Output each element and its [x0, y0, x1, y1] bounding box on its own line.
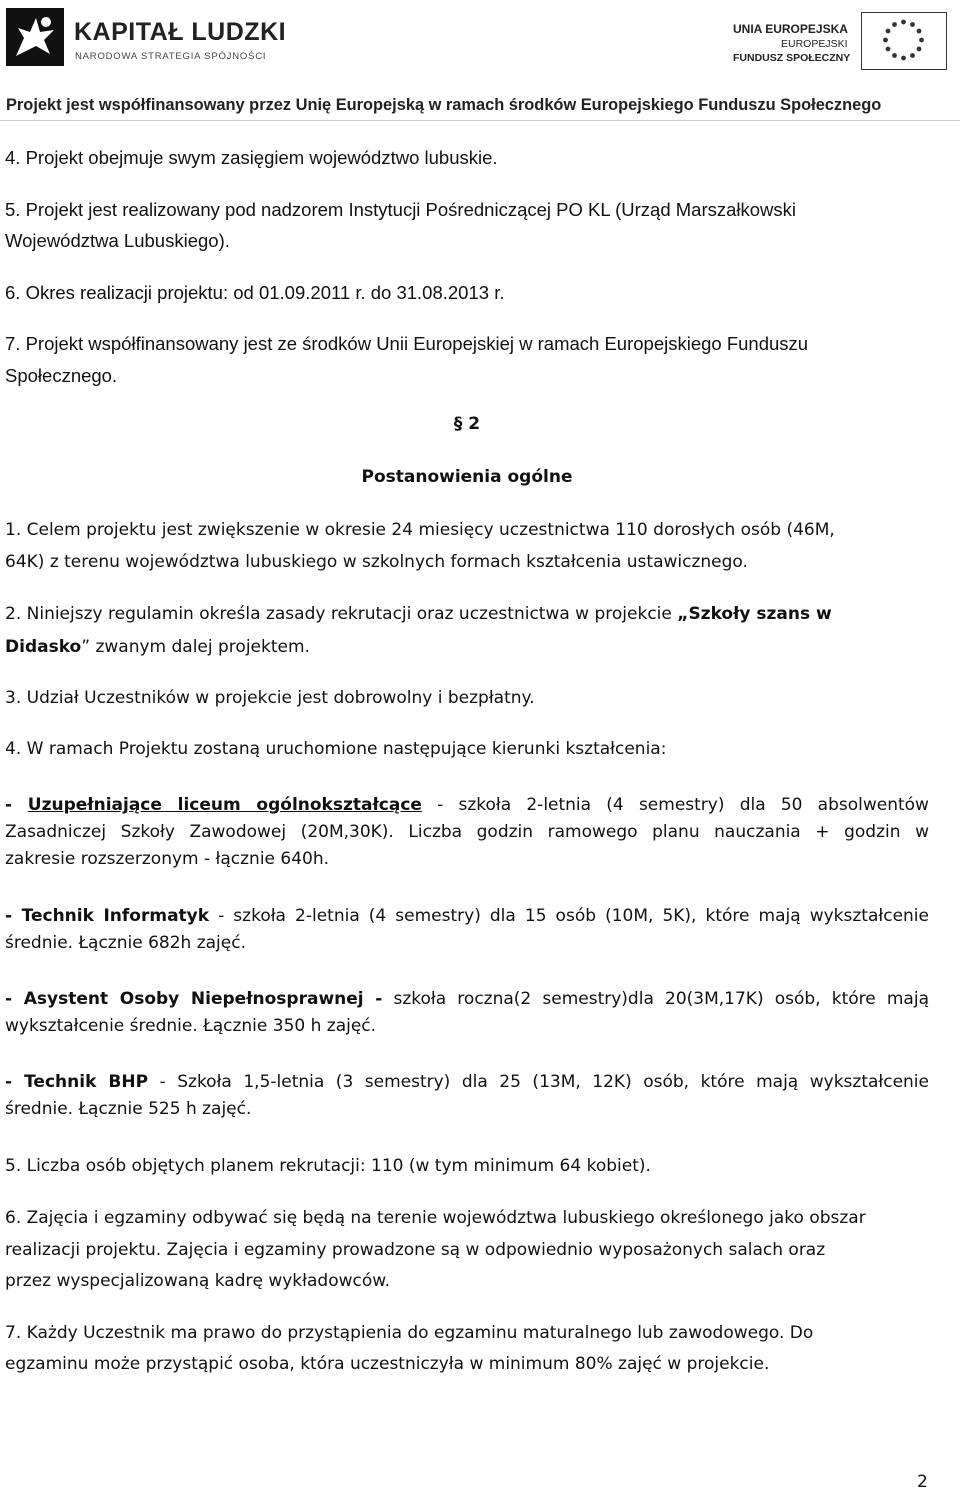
course-4-name: - Technik BHP — [5, 1072, 149, 1092]
item-4-coverage: 4. Projekt obejmuje swym zasięgiem województwo lubuskie. — [5, 147, 498, 168]
section-heading: Postanowienia ogólne — [361, 467, 573, 487]
item-6-period: 6. Okres realizacji projektu: od 01.09.2011 r. do 31.08.2013 r. — [5, 282, 505, 303]
course-1-line-1 — [5, 792, 929, 819]
classes-line-1: 6. Zajęcia i egzaminy odbywać się będą na terenie województwa lubuskiego określonego jako obszar — [5, 1208, 866, 1228]
page-header — [0, 0, 960, 122]
eu-label: UNIA EUROPEJSKA — [733, 22, 848, 36]
course-2-desc-1: - szkoła 2-letnia (4 semestry) dla 15 osób (10M, 5K), które mają wykształcenie — [209, 906, 929, 926]
regulation-line-1 — [5, 601, 832, 628]
course-4-line-1 — [5, 1069, 929, 1096]
course-1-desc-1: - szkoła 2-letnia (4 semestry) dla 50 absolwentów — [421, 795, 929, 815]
project-name: „Szkoły szans w — [677, 604, 832, 624]
item-5-line-1: 5. Projekt jest realizowany pod nadzorem Instytucji Pośredniczącej PO KL (Urząd Marszałkowski — [5, 199, 797, 220]
eu-fund-label-2: FUNDUSZ SPOŁECZNY — [733, 52, 851, 64]
course-3-line-1 — [5, 986, 929, 1013]
item-7-line-1: 7. Projekt współfinansowany jest ze środków Unii Europejskiej w ramach Europejskiego Funduszu — [5, 333, 809, 354]
course-2-line-2: średnie. Łącznie 682h zajęć. — [5, 933, 246, 953]
regulation-text: 2. Niniejszy regulamin określa zasady rekrutacji oraz uczestnictwa w projekcie — [5, 604, 678, 624]
paragraph-number: § 2 — [453, 414, 481, 434]
goal-line-2: 64K) z terenu województwa lubuskiego w szkolnych formach kształcenia ustawicznego. — [5, 552, 748, 572]
page-number: 2 — [917, 1472, 928, 1492]
eu-logo — [733, 10, 953, 72]
course-3 — [5, 986, 929, 1040]
course-1-dash: - — [5, 795, 28, 815]
goal-line-1: 1. Celem projektu jest zwiększenie w okresie 24 miesięcy uczestnictwa 110 dorosłych osób (46M, — [5, 520, 835, 540]
course-4-line-2: średnie. Łącznie 525 h zajęć. — [5, 1099, 252, 1119]
kapital-ludzki-subtitle: NARODOWA STRATEGIA SPÓJNOŚCI — [75, 51, 267, 62]
classes-line-3: przez wyspecjalizowaną kadrę wykładowców. — [5, 1271, 390, 1291]
eu-fund-label-1: EUROPEJSKI — [781, 38, 848, 50]
course-1 — [5, 792, 929, 873]
exam-line-2: egzaminu może przystąpić osoba, która uczestniczyła w minimum 80% zajęć w projekcie. — [5, 1354, 770, 1374]
course-4 — [5, 1069, 929, 1123]
course-4-desc-1: - Szkoła 1,5-letnia (3 semestry) dla 25 (13M, 12K) osób, które mają wykształcenie — [148, 1072, 929, 1092]
header-divider — [0, 120, 960, 121]
classes-line-2: realizacji projektu. Zajęcia i egzaminy prowadzone są w odpowiednio wyposażonych salach oraz — [5, 1240, 826, 1260]
course-1-name: Uzupełniające liceum ogólnokształcące — [27, 795, 422, 815]
course-3-line-2: wykształcenie średnie. Łącznie 350 h zajęć. — [5, 1016, 377, 1036]
course-1-line-3: zakresie rozszerzonym - łącznie 640h. — [5, 849, 330, 869]
exam-line-1: 7. Każdy Uczestnik ma prawo do przystąpienia do egzaminu maturalnego lub zawodowego. Do — [5, 1323, 814, 1343]
course-2 — [5, 903, 929, 957]
course-2-name: - Technik Informatyk — [5, 906, 210, 926]
courses-intro: 4. W ramach Projektu zostaną uruchomione następujące kierunki kształcenia: — [5, 739, 667, 759]
cofinancing-banner: Projekt jest współfinansowany przez Unię Europejską w ramach środków Europejskiego Funduszu Społecznego — [6, 96, 882, 114]
course-3-name: - Asystent Osoby Niepełnosprawnej - — [5, 989, 383, 1009]
regulation-line-2 — [5, 634, 310, 661]
eu-flag-icon — [861, 12, 947, 70]
course-2-line-1 — [5, 903, 929, 930]
kapital-ludzki-title: KAPITAŁ LUDZKI — [74, 18, 287, 46]
kapital-ludzki-emblem-icon — [6, 8, 64, 66]
item-7-line-2: Społecznego. — [5, 365, 118, 386]
participation-item: 3. Udział Uczestników w projekcie jest dobrowolny i bezpłatny. — [5, 688, 535, 708]
recruitment-count: 5. Liczba osób objętych planem rekrutacji: 110 (w tym minimum 64 kobiet). — [5, 1156, 651, 1176]
kapital-ludzki-logo — [6, 8, 287, 70]
project-name-cont: Didasko — [5, 637, 82, 657]
course-1-line-2: Zasadniczej Szkoły Zawodowej (20M,30K). Liczba godzin ramowego planu nauczania + godzin w — [5, 822, 929, 842]
item-5-line-2: Województwa Lubuskiego). — [5, 230, 230, 251]
course-3-desc-1: szkoła roczna(2 semestry)dla 20(3M,17K) osób, które mają — [382, 989, 929, 1009]
regulation-text-end: ” zwanym dalej projektem. — [81, 637, 310, 657]
